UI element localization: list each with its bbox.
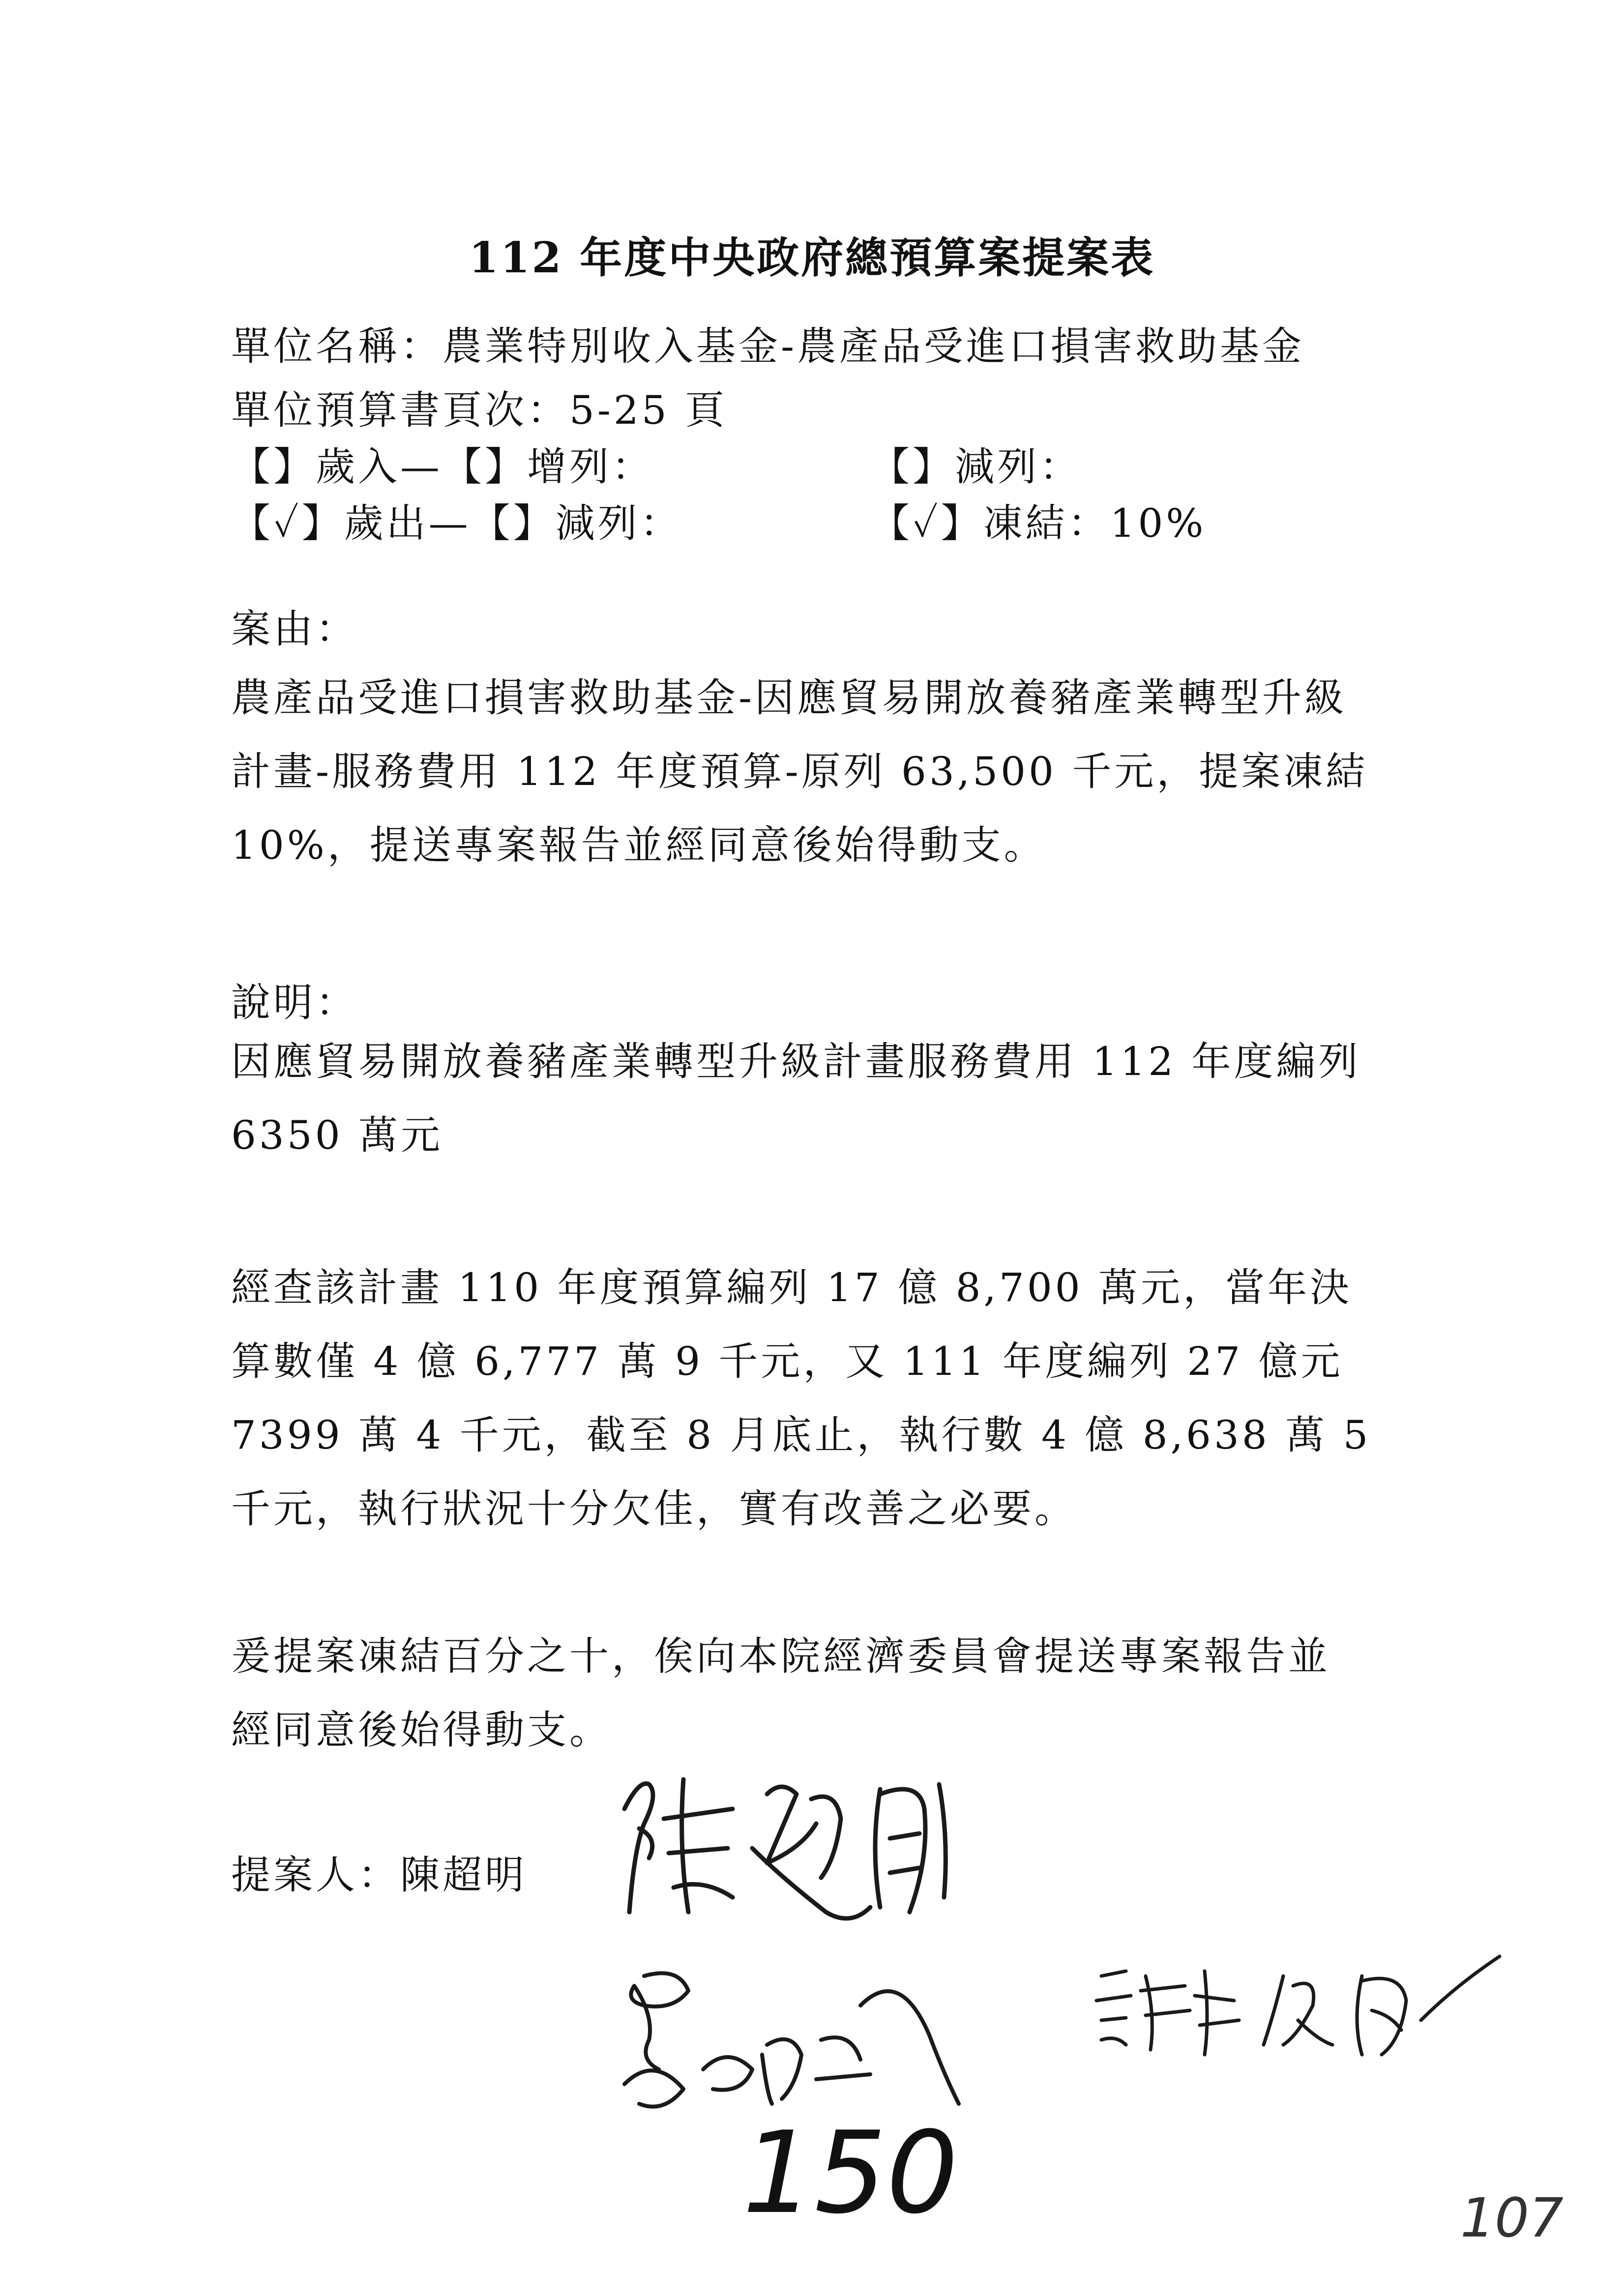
handwritten-signature-proposer xyxy=(605,1750,978,1956)
explanation-paragraph-3: 爰提案凍結百分之十，俟向本院經濟委員會提送專案報告並經同意後始得動支。 xyxy=(231,1633,1330,1753)
unit-name: 單位名稱：農業特別收入基金-農產品受進口損害救助基金 xyxy=(231,323,1305,369)
reason-heading: 案由： xyxy=(231,606,358,652)
revenue-reduce-option: 【】減列： xyxy=(870,444,1082,490)
expense-option: 【✓】歲出—【】減列： xyxy=(231,500,682,546)
handwritten-sequence-number xyxy=(733,2114,969,2232)
handwritten-page-number xyxy=(1455,2182,1564,2251)
sequence-number-text: 150 xyxy=(742,2114,958,2232)
page-number-text: 107 xyxy=(1460,2186,1564,2249)
handwritten-signature-2 xyxy=(605,1956,988,2133)
reason-body: 農產品受進口損害救助基金-因應貿易開放養豬產業轉型升級計畫-服務費用 112 年度預算-原列 63,500 千元，提案凍結 10%，提送專案報告並經同意後始得動支。 xyxy=(231,675,1368,868)
proposer-label: 提案人：陳超明 xyxy=(231,1852,527,1898)
document-title: 112 年度中央政府總預算案提案表 xyxy=(469,233,1155,283)
explanation-paragraph-1: 因應貿易開放養豬產業轉型升級計畫服務費用 112 年度編列 6350 萬元 xyxy=(231,1039,1361,1158)
handwritten-signature-3 xyxy=(1087,1947,1509,2074)
revenue-option: 【】歲入—【】增列： xyxy=(231,444,654,490)
unit-budget-page: 單位預算書頁次：5-25 頁 xyxy=(231,387,728,433)
explanation-heading: 說明： xyxy=(231,980,358,1025)
freeze-option: 【✓】凍結：10% xyxy=(870,500,1207,546)
explanation-paragraph-2: 經查該計畫 110 年度預算編列 17 億 8,700 萬元，當年決算數僅 4 億 6,777 萬 9 千元，又 111 年度編列 27 億元 7399 萬 4 千元，截至 8 月底止，執行數 4 億 8,638 萬 5 千元，執行狀況十分欠佳，實有改善之必要。 xyxy=(231,1265,1371,1532)
